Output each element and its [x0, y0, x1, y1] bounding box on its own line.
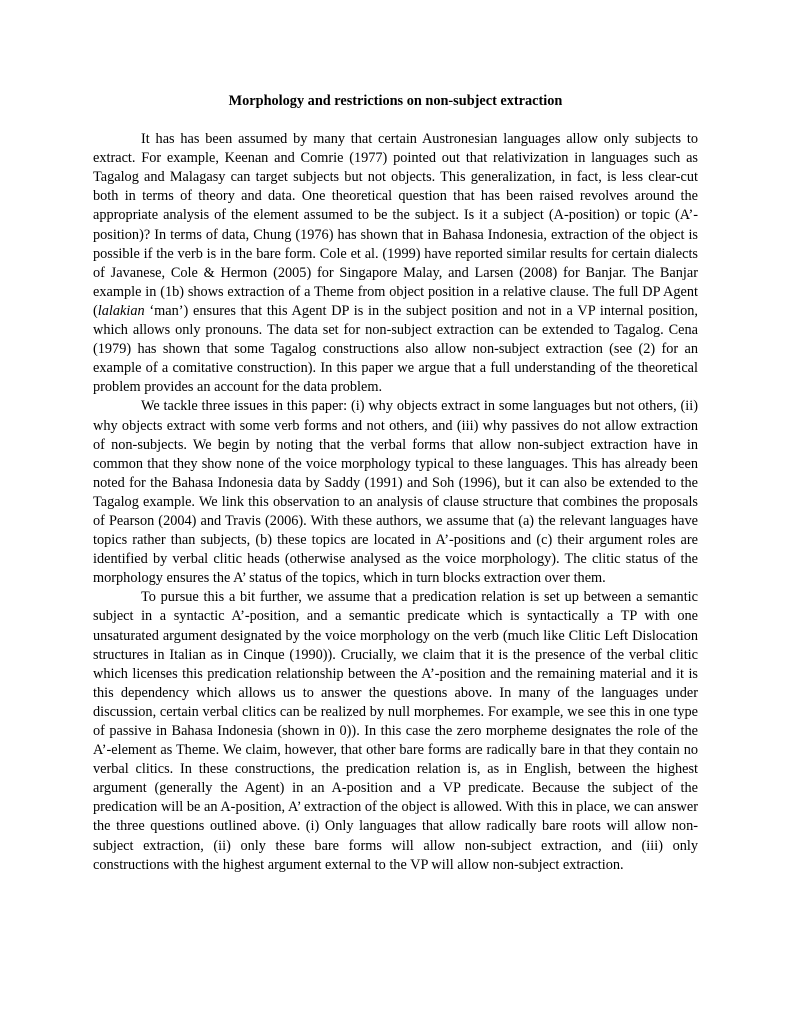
paragraph-3: To pursue this a bit further, we assume that a predication relation is set up between a semantic subject in a syntactic A’-position, and a semantic predicate which is syntactically a TP with one unsaturated argument designated by the voice morphology on the verb (much like Clitic Left Dislocation structures in Italian as in Cinque (1990)). Crucially, we claim that it is the presence of the verbal clitic which licenses this predication relationship between the A’-position and the remaining material and it is this dependency which allows us to answer the questions above. In many of the languages under discussion, certain verbal clitics can be realized by null morphemes. For example, we see this in one type of passive in Bahasa Indonesia (shown in 0)). In this case the zero morpheme designates the role of the A’-element as Theme. We claim, however, that other bare forms are radically bare in that they contain no verbal clitics. In these constructions, the predication relation is, as in English, between the highest argument (generally the Agent) in an A-position and a VP predicate. Because the subject of the predication will be an A-position, A’ extraction of the object is allowed. With this in place, we can answer the three questions outlined above. (i) Only languages that allow radically bare roots will allow non-subject extraction, (ii) only these bare forms will allow non-subject extraction, and (iii) only constructions with the highest argument external to the VP will allow non-subject extraction. [93, 589, 698, 873]
document-page [93, 92, 698, 875]
paragraph-1 [93, 130, 698, 397]
italic-term-lalakian: lalakian [97, 302, 145, 319]
paragraph-1-text-b: ‘man’) ensures that this Agent DP is in the subject position and not in a VP internal position, which allows only pronouns. The data set for non-subject extraction can be extended to Tagalog. Cena (1979) has shown that some Tagalog constructions also allow non-subject extraction (see (2) for an example of a comitative construction). In this paper we argue that a full understanding of the theoretical problem provides an account for the data problem. [93, 302, 698, 396]
page-title: Morphology and restrictions on non-subject extraction [228, 93, 563, 109]
paragraph-2: We tackle three issues in this paper: (i) why objects extract in some languages but not others, (ii) why objects extract with some verb forms and not others, and (iii) why passives do not allow extraction of non-subjects. We begin by noting that the verbal forms that allow non-subject extraction have in common that they show none of the voice morphology typical to these languages. This has already been noted for the Bahasa Indonesia data by Saddy (1991) and Soh (1996), but it can also be extended to the Tagalog example. We link this observation to an analysis of clause structure that combines the proposals of Pearson (2004) and Travis (2006). With these authors, we assume that (a) the relevant languages have topics rather than subjects, (b) these topics are located in A’-positions and (c) their argument roles are identified by verbal clitic heads (otherwise analysed as the voice morphology). The clitic status of the morphology ensures the A’ status of the topics, which in turn blocks extraction over them. [93, 398, 698, 587]
paragraph-1-text-a: It has has been assumed by many that certain Austronesian languages allow only subjects to extract. For example, Keenan and Comrie (1977) pointed out that relativization in languages such as Tagalog and Malagasy can target subjects but not objects. This generalization, in fact, is less clear-cut both in terms of theory and data. One theoretical question that has been raised revolves around the appropriate analysis of the element assumed to be the subject. Is it a subject (A-position) or topic (A’-position)? In terms of data, Chung (1976) has shown that in Bahasa Indonesia, extraction of the object is possible if the verb is in the bare form. Cole et al. (1999) have reported similar results for certain dialects of Javanese, Cole & Hermon (2005) for Singapore Malay, and Larsen (2008) for Banjar. The Banjar example in (1b) shows extraction of a Theme from object position in a relative clause. The full DP Agent ( [93, 131, 698, 319]
